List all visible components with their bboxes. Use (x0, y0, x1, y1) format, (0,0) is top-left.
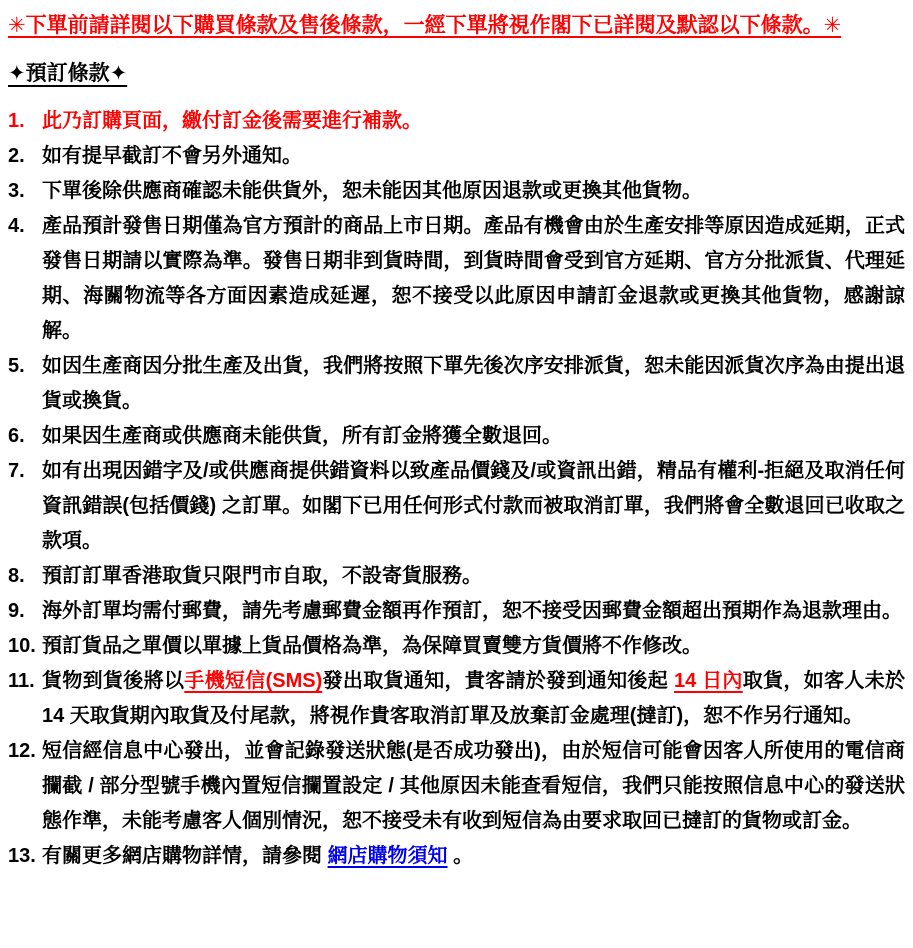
term-text (42, 629, 905, 664)
term-item (8, 104, 905, 139)
term-item (8, 664, 905, 734)
term-number: 10. (8, 635, 36, 657)
term-item (8, 559, 905, 594)
pre-order-warning: ✳下單前請詳閱以下購買條款及售後條款，一經下單將視作閣下已詳閱及默認以下條款。✳ (8, 14, 842, 37)
term-segment: 如因生產商因分批生產及出貨，我們將按照下單先後次序安排派貨，恕未能因派貨次序為由提出退貨或換貨。 (42, 355, 905, 412)
term-text (42, 734, 905, 839)
term-item (8, 209, 905, 349)
section-title-preorder-terms: ✦預訂條款✦ (8, 62, 128, 85)
term-segment: 取貨，如客人未於 14 天取貨期內取貨及付尾款，將視作貴客取消訂單及放棄訂金處理(撻訂)，恕不作另行通知。 (42, 670, 906, 727)
term-number: 7. (8, 460, 25, 482)
term-text (42, 174, 905, 209)
term-item (8, 734, 905, 839)
term-number: 2. (8, 145, 25, 167)
term-segment: 預訂訂單香港取貨只限門市自取，不設寄貨服務。 (42, 565, 482, 587)
term-segment: 如果因生產商或供應商未能供貨，所有訂金將獲全數退回。 (42, 425, 562, 447)
term-segment: 產品預計發售日期僅為官方預計的商品上市日期。產品有機會由於生產安排等原因造成延期，正式發售日期請以實際為準。發售日期非到貨時間，到貨時間會受到官方延期、官方分批派貨、代理延期、海關物流等各方面因素造成延遲，恕不接受以此原因申請訂金退款或更換其他貨物，感謝諒解。 (42, 215, 905, 342)
term-text (42, 104, 905, 139)
term-item (8, 349, 905, 419)
term-number: 9. (8, 600, 25, 622)
term-item (8, 629, 905, 664)
term-number: 4. (8, 215, 25, 237)
term-text (42, 559, 905, 594)
term-item (8, 454, 905, 559)
term-segment: 預訂貨品之單價以單據上貨品價格為準，為保障買賣雙方貨價將不作修改。 (42, 635, 702, 657)
term-number: 8. (8, 565, 25, 587)
sms-highlight: 手機短信(SMS) (184, 670, 323, 692)
term-text (42, 594, 905, 629)
term-number: 11. (8, 670, 35, 692)
term-segment: 有關更多網店購物詳情，請參閱 (42, 845, 328, 867)
term-segment: 如有提早截訂不會另外通知。 (42, 145, 302, 167)
term-text (42, 839, 905, 874)
term-number: 5. (8, 355, 25, 377)
term-text (42, 349, 905, 419)
term-item (8, 139, 905, 174)
term-number: 12. (8, 740, 36, 762)
term-segment: 如有出現因錯字及/或供應商提供錯資料以致產品價錢及/或資訊出錯，精品有權利-拒絕及取消任何資訊錯誤(包括價錢) 之訂單。如閣下已用任何形式付款而被取消訂單，我們將會全數退回已收取之款項。 (42, 460, 905, 552)
term-segment: 短信經信息中心發出，並會記錄發送狀態(是否成功發出)，由於短信可能會因客人所使用的電信商攔截 / 部分型號手機內置短信攔置設定 / 其他原因未能查看短信，我們只能按照信息中心的發送狀態作準，未能考慮客人個別情況，恕不接受未有收到短信為由要求取回已撻訂的貨物或訂金。 (42, 740, 905, 832)
term-item (8, 839, 905, 874)
term-item (8, 174, 905, 209)
term-item (8, 419, 905, 454)
pickup-deadline-highlight: 14 日內 (673, 670, 743, 692)
term-number: 13. (8, 845, 36, 867)
term-segment: 發出取貨通知，貴客請於發到通知後起 (322, 670, 674, 692)
term-number: 6. (8, 425, 25, 447)
term-segment: 下單後除供應商確認未能供貨外，恕未能因其他原因退款或更換其他貨物。 (42, 180, 702, 202)
term-number: 1. (8, 110, 25, 132)
terms-list (8, 104, 905, 874)
term-text (42, 419, 905, 454)
term-segment: 貨物到貨後將以 (42, 670, 185, 692)
term-text (42, 139, 905, 174)
term-item (8, 594, 905, 629)
term-segment: 。 (447, 845, 474, 867)
term-segment: 海外訂單均需付郵費，請先考慮郵費金額再作預訂，恕不接受因郵費金額超出預期作為退款理由。 (42, 600, 902, 622)
term-segment: 此乃訂購頁面，繳付訂金後需要進行補款。 (42, 110, 422, 132)
store-shopping-guide-link[interactable]: 網店購物須知 (327, 845, 448, 867)
term-text (42, 209, 905, 349)
term-text (42, 454, 905, 559)
term-number: 3. (8, 180, 25, 202)
term-text (42, 664, 905, 734)
